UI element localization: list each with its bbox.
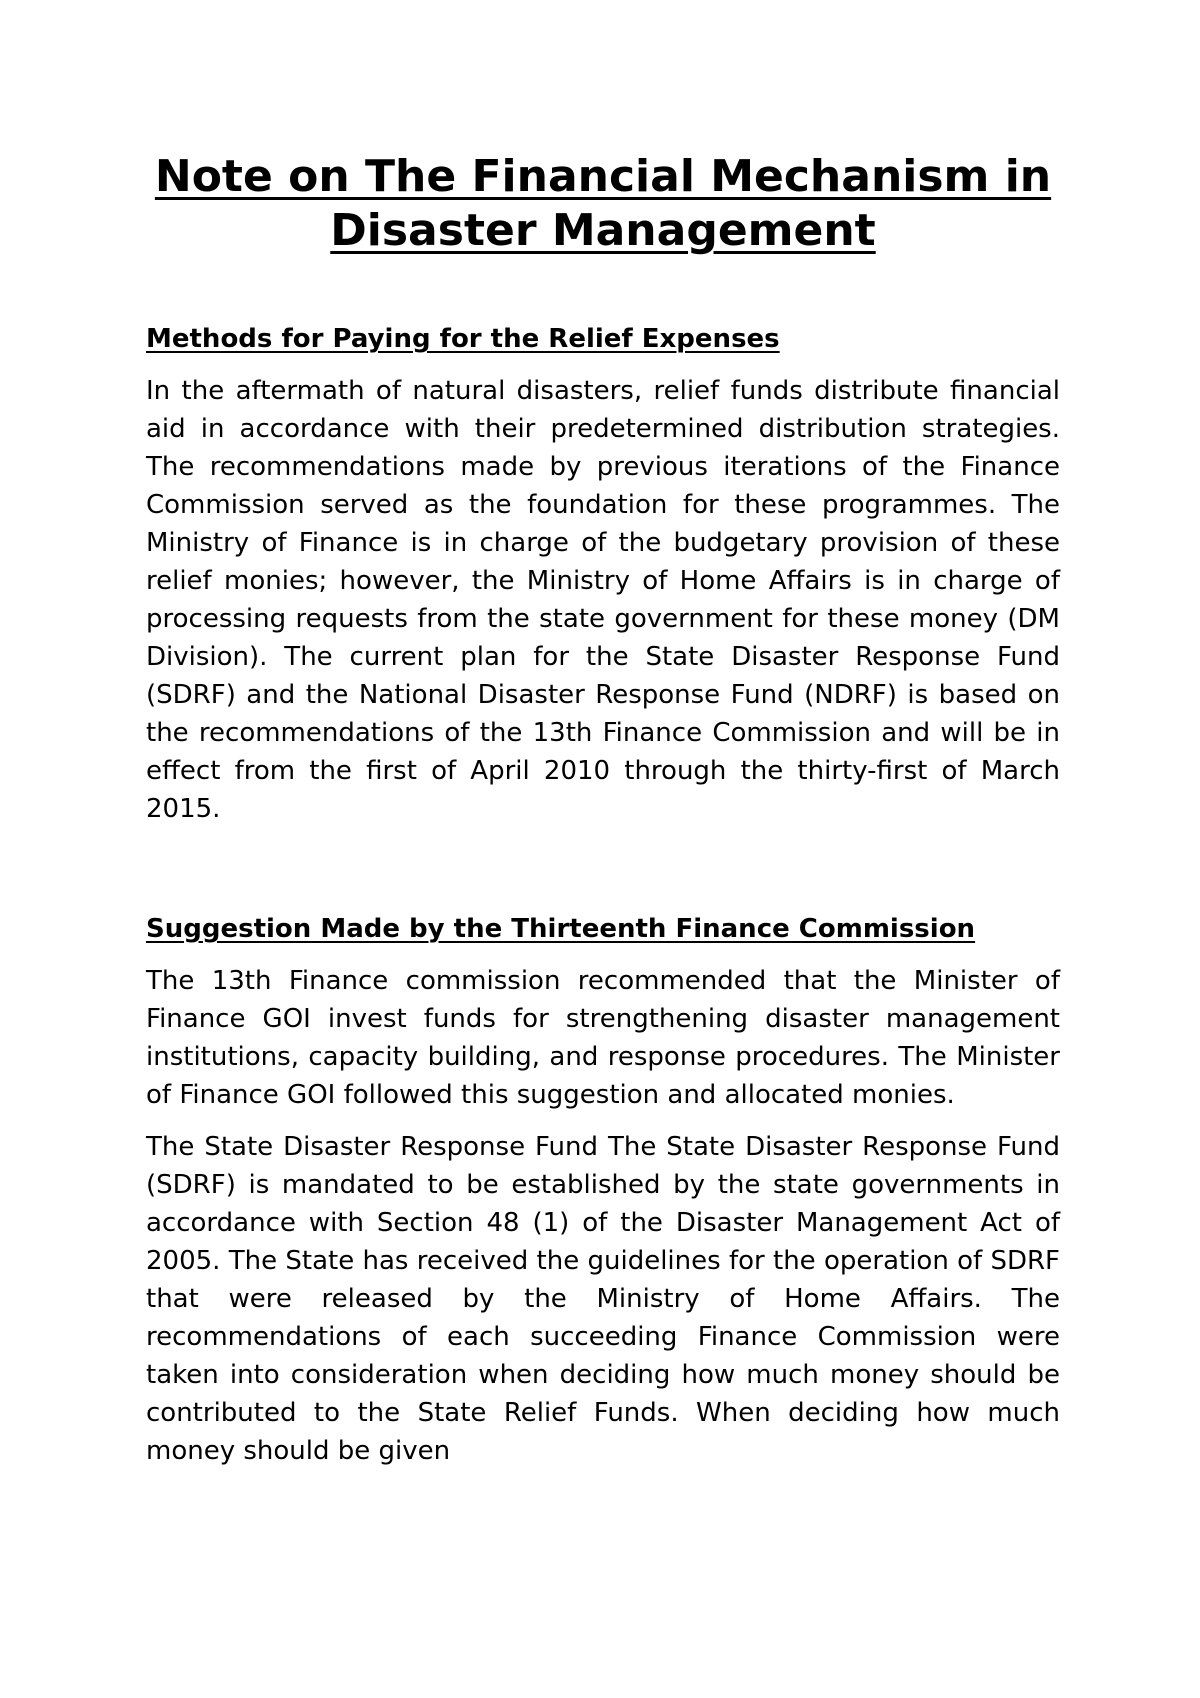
document-body (146, 150, 1060, 1470)
paragraph-commission-recommendation: The 13th Finance commission recommended that the Minister of Finance GOI invest funds for strengthening disaster management institutions, capacity building, and response procedures. The Minister of Finance GOI followed this suggestion and allocated monies. (146, 966, 1060, 1110)
section-heading-relief-expenses: Methods for Paying for the Relief Expenses (146, 324, 780, 354)
paragraph-sdrf: The State Disaster Response Fund The State Disaster Response Fund (SDRF) is mandated to be established by the state governments in accordance with Section 48 (1) of the Disaster Management Act of 2005. The State has received the guidelines for the operation of SDRF that were released by the Ministry of Home Affairs. The recommendations of each succeeding Finance Commission were taken into consideration when deciding how much money should be contributed to the State Relief Funds. When deciding how much money should be given (146, 1132, 1060, 1466)
document-title: Note on The Financial Mechanism in Disaster Management (154, 151, 1052, 256)
paragraph-relief-funds: In the aftermath of natural disasters, relief funds distribute financial aid in accordance with their predetermined distribution strategies. The recommendations made by previous iterations of the Finance Commission served as the foundation for these programmes. The Ministry of Finance is in charge of the budgetary provision of these relief monies; however, the Ministry of Home Affairs is in charge of processing requests from the state government for these money (DM Division). The current plan for the State Disaster Response Fund (SDRF) and the National Disaster Response Fund (NDRF) is based on the recommendations of the 13th Finance Commission and will be in effect from the first of April 2010 through the thirty-first of March 2015. (146, 376, 1060, 824)
section-heading-thirteenth-commission: Suggestion Made by the Thirteenth Finance Commission (146, 914, 976, 944)
